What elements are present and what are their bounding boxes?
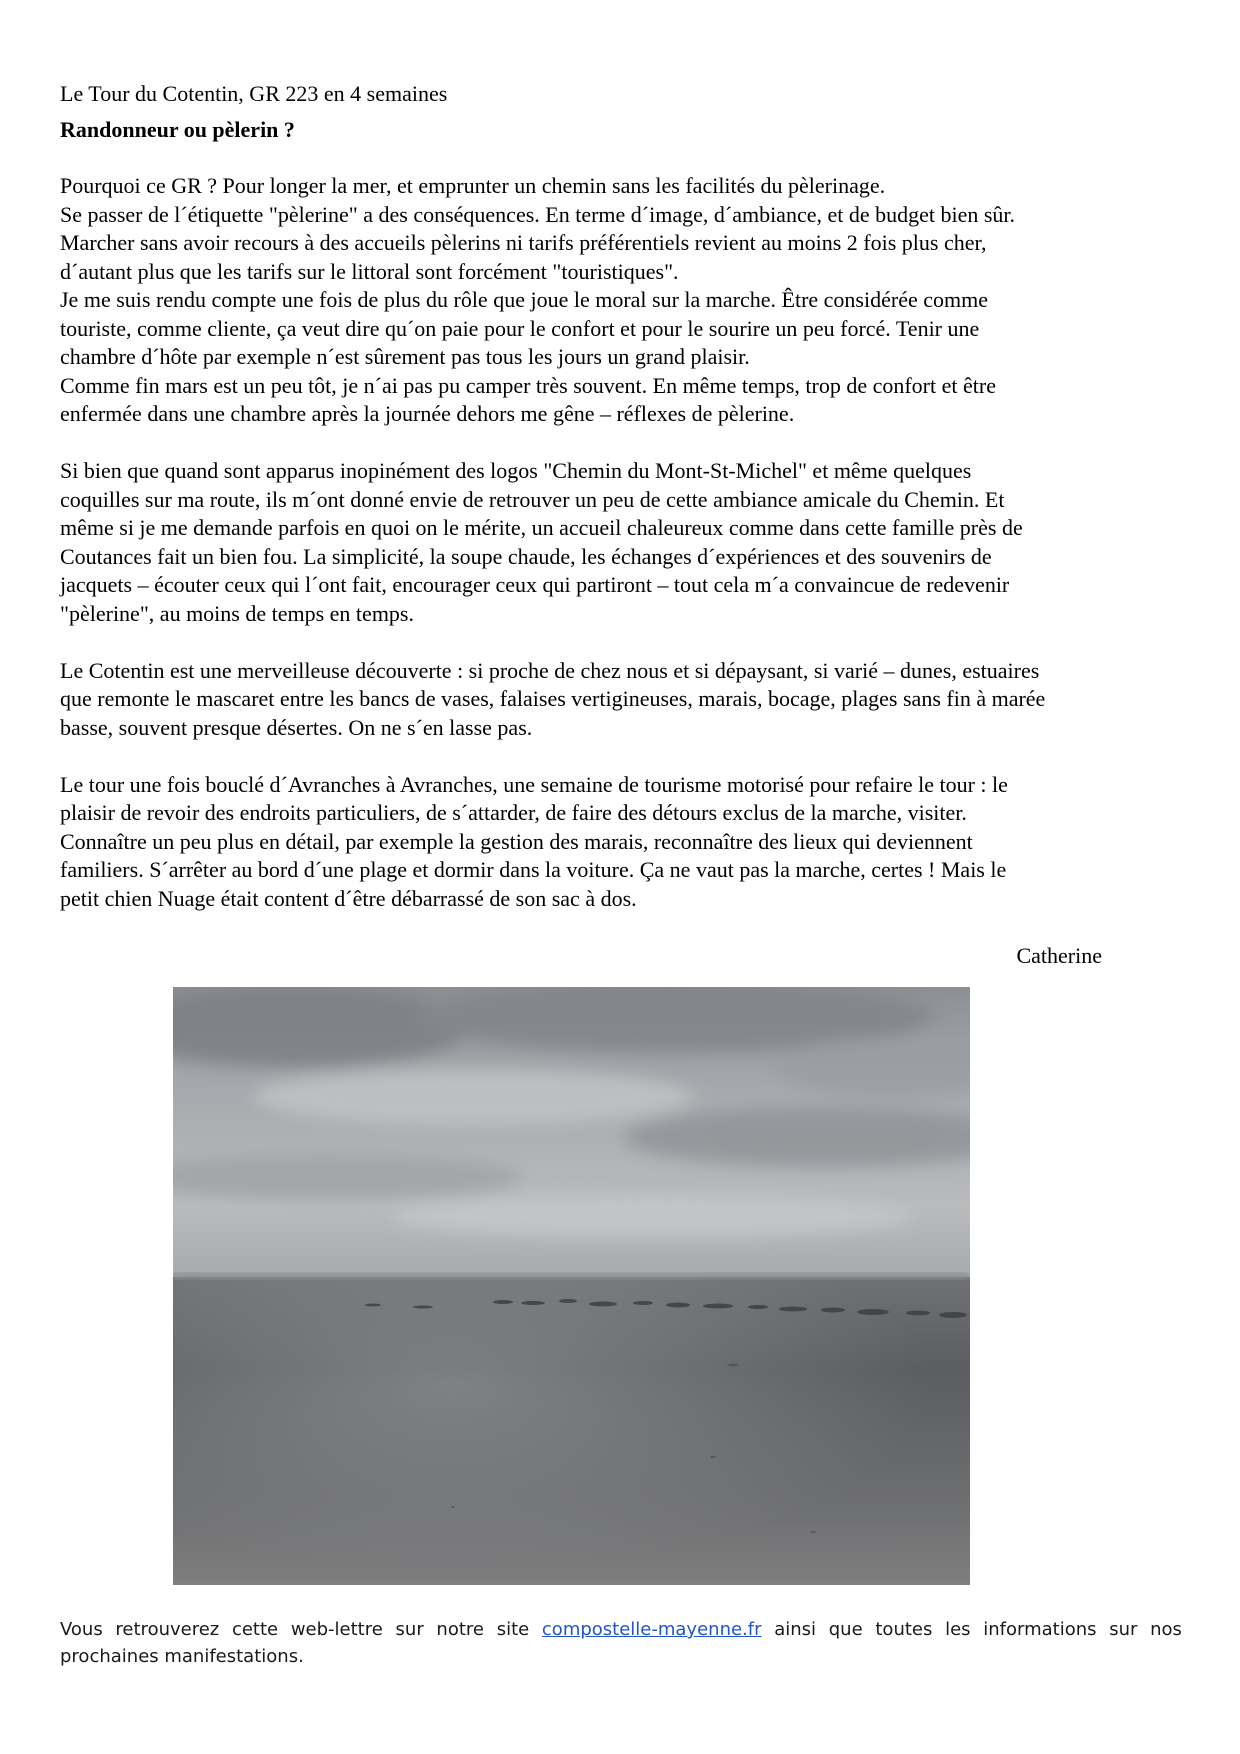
footer-line2: prochaines manifestations. [60,1646,304,1667]
paragraph [60,771,1182,914]
paragraph [60,457,1182,628]
footer-word: retrouverez [115,1619,220,1640]
footer-word: informations [983,1619,1097,1640]
website-link[interactable]: compostelle-mayenne.fr [541,1619,762,1640]
paragraph-line: Coutances fait un bien fou. La simplicité, la soupe chaude, les échanges d´expériences et des souvenirs de [60,543,992,569]
paragraph-line: même si je me demande parfois en quoi on le mérite, un accueil chaleureux comme dans cette famille près de [60,515,1023,540]
footer-word: Vous [60,1619,103,1640]
paragraph-line: coquilles sur ma route, ils m´ont donné envie de retrouver un peu de cette ambiance amicale du Chemin. Et [60,486,1005,512]
paragraph-line: chambre d´hôte par exemple n´est sûrement pas tous les jours un grand plaisir. [60,344,750,369]
paragraph-line: enfermée dans une chambre après la journée dehors me gêne – réflexes de pèlerine. [60,401,795,426]
footer-word: ainsi [774,1619,817,1640]
article-body [60,172,1182,970]
paragraph-line: Le tour une fois bouclé d´Avranches à Avranches, une semaine de tourisme motorisé pour refaire le tour : le [60,771,1008,797]
author-signature: Catherine [1016,942,1102,968]
paragraph-line: Pourquoi ce GR ? Pour longer la mer, et emprunter un chemin sans les facilités du pèlerinage. [60,173,886,198]
footer-word: notre [436,1619,484,1640]
paragraph-line: Si bien que quand sont apparus inopinément des logos "Chemin du Mont-St-Michel" et même quelques [60,458,972,483]
beach-photo-illustration [173,987,970,1585]
paragraph-line: plaisir de revoir des endroits particuliers, de s´attarder, de faire des détours exclus de la marche, visiter. [60,800,967,825]
paragraph-line: Je me suis rendu compte une fois de plus du rôle que joue le moral sur la marche. Être considérée comme [60,287,988,312]
paragraph-line: Se passer de l´étiquette "pèlerine" a des conséquences. En terme d´image, d´ambiance, et de budget bien sûr. [60,201,1016,227]
paragraph-line: d´autant plus que les tarifs sur le littoral sont forcément "touristiques". [60,258,679,284]
footer-line [60,1616,1182,1643]
paragraph-line: Connaître un peu plus en détail, par exemple la gestion des marais, reconnaître des lieux qui deviennent [60,828,973,854]
footer-word: site [496,1619,530,1640]
paragraph-line: Comme fin mars est un peu tôt, je n´ai pas pu camper très souvent. En même temps, trop de confort et être [60,372,996,398]
paragraph [60,657,1182,743]
paragraph-line: touriste, comme cliente, ça veut dire qu´on paie pour le confort et pour le sourire un peu forcé. Tenir une [60,315,980,341]
article [60,80,1182,970]
footer-word: sur [1109,1619,1138,1640]
beach-photo [173,987,970,1585]
paragraph [60,172,1182,429]
paragraph-line: basse, souvent presque désertes. On ne s´en lasse pas. [60,714,533,740]
article-subtitle: Randonneur ou pèlerin ? [60,117,295,142]
paragraph-line: familiers. S´arrêter au bord d´une plage et dormir dans la voiture. Ça ne vaut pas la marche, certes ! Mais le [60,857,1007,882]
paragraph-line: Marcher sans avoir recours à des accueils pèlerins ni tarifs préférentiels revient au moins 2 fois plus cher, [60,230,987,255]
footer-word: que [828,1619,863,1640]
paragraph-line: que remonte le mascaret entre les bancs de vases, falaises vertigineuses, marais, bocage, plages sans fin à marée [60,686,1046,711]
paragraph-line: jacquets – écouter ceux qui l´ont fait, encourager ceux qui partiront – tout cela m´a convaincue de redevenir [60,572,1010,597]
paragraph-line: Le Cotentin est une merveilleuse découverte : si proche de chez nous et si dépaysant, si varié – dunes, estuaires [60,657,1040,683]
footer-word: toutes [875,1619,933,1640]
paragraph-line: petit chien Nuage était content d´être débarrassé de son sac à dos. [60,885,637,911]
footer-word: sur [395,1619,424,1640]
footer-word: nos [1150,1619,1182,1640]
footer-word: web-lettre [290,1619,383,1640]
paragraph-line: "pèlerine", au moins de temps en temps. [60,600,414,626]
footer-word: les [945,1619,971,1640]
footer-word: cette [231,1619,279,1640]
article-title: Le Tour du Cotentin, GR 223 en 4 semaines [60,81,448,106]
footer [60,1616,1182,1670]
